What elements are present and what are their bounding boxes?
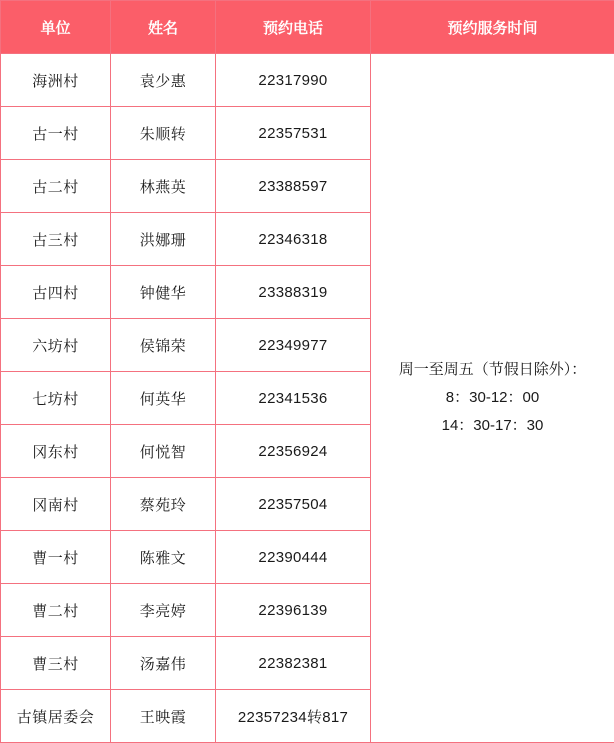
cell-service-time [371, 54, 614, 743]
cell-phone: 22317990 [216, 54, 371, 107]
service-time-line-3: 14：30-17：30 [441, 417, 544, 434]
cell-phone: 23388319 [216, 266, 371, 319]
table-body [1, 54, 614, 743]
cell-phone: 22357504 [216, 478, 371, 531]
cell-name: 汤嘉伟 [111, 637, 216, 690]
cell-name: 钟健华 [111, 266, 216, 319]
cell-unit: 古一村 [1, 107, 111, 160]
cell-phone: 22346318 [216, 213, 371, 266]
cell-unit: 古二村 [1, 160, 111, 213]
cell-phone: 22390444 [216, 531, 371, 584]
cell-unit: 曹二村 [1, 584, 111, 637]
cell-phone: 22349977 [216, 319, 371, 372]
cell-name: 陈雅文 [111, 531, 216, 584]
cell-phone: 23388597 [216, 160, 371, 213]
table-row [1, 54, 614, 107]
cell-unit: 七坊村 [1, 372, 111, 425]
cell-phone: 22382381 [216, 637, 371, 690]
cell-name: 蔡苑玲 [111, 478, 216, 531]
cell-name: 何英华 [111, 372, 216, 425]
service-time-line-2: 8：30-12：00 [445, 389, 540, 406]
cell-unit: 曹三村 [1, 637, 111, 690]
cell-name: 何悦智 [111, 425, 216, 478]
cell-phone: 22396139 [216, 584, 371, 637]
cell-name: 侯锦荣 [111, 319, 216, 372]
column-header-name: 姓名 [111, 1, 216, 54]
service-time-line-1: 周一至周五（节假日除外）： [398, 361, 587, 378]
cell-phone: 22357531 [216, 107, 371, 160]
cell-phone: 22357234转817 [216, 690, 371, 743]
column-header-unit: 单位 [1, 1, 111, 54]
cell-phone: 22341536 [216, 372, 371, 425]
table-header [1, 1, 614, 54]
cell-phone: 22356924 [216, 425, 371, 478]
cell-unit: 古四村 [1, 266, 111, 319]
cell-unit: 曹一村 [1, 531, 111, 584]
cell-name: 洪娜珊 [111, 213, 216, 266]
table-header-row [1, 1, 614, 54]
cell-name: 朱顺转 [111, 107, 216, 160]
column-header-service-time: 预约服务时间 [371, 1, 614, 54]
cell-unit: 古三村 [1, 213, 111, 266]
cell-unit: 冈南村 [1, 478, 111, 531]
cell-unit: 古镇居委会 [1, 690, 111, 743]
column-header-phone: 预约电话 [216, 1, 371, 54]
cell-name: 袁少惠 [111, 54, 216, 107]
cell-unit: 六坊村 [1, 319, 111, 372]
cell-unit: 海洲村 [1, 54, 111, 107]
cell-name: 李亮婷 [111, 584, 216, 637]
cell-unit: 冈东村 [1, 425, 111, 478]
cell-name: 王映霞 [111, 690, 216, 743]
cell-name: 林燕英 [111, 160, 216, 213]
